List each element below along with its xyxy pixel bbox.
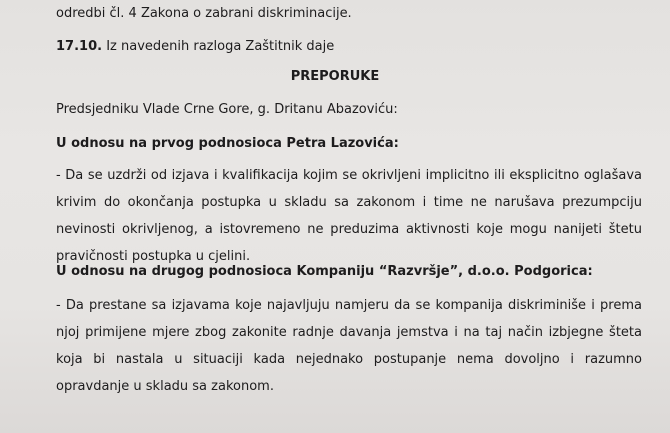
section-text: Iz navedenih razloga Zaštitnik daje <box>106 39 335 54</box>
recommendations-heading: PREPORUKE <box>290 69 380 84</box>
addressee-line: Predsjedniku Vlade Crne Gore, g. Dritanu Abazoviću: <box>56 102 398 117</box>
section-line <box>56 38 334 55</box>
paragraph-second-recommendation: - Da prestane sa izjavama koje najavljuju namjeru da se kompanija diskriminiše i prema njoj primijene mjere zbog zakonite radnje davanja jemstva i na taj način izbjegne šteta koja bi nastala u situaciji kada nejednako postupanje nema dovoljno i razumno opravdanje u skladu sa zakonom. <box>56 298 642 394</box>
subheading-first-complainant: U odnosu na prvog podnosioca Petra Lazovića: <box>56 136 399 151</box>
paragraph-first-recommendation: - Da se uzdrži od izjava i kvalifikacija kojim se okrivljeni implicitno ili eksplicitno oglašava krivim do okončanja postupka u skladu sa zakonom i time ne narušava prezumpciju nevinosti okrivljenog, a istovremeno ne preduzima aktivnosti koje mogu nanijeti štetu pravičnosti postupka u cjelini. <box>56 168 642 264</box>
section-number: 17.10. <box>56 39 103 54</box>
text-line-top: odredbi čl. 4 Zakona o zabrani diskriminacije. <box>56 6 352 21</box>
subheading-second-complainant: U odnosu na drugog podnosioca Kompaniju “Razvršje”, d.o.o. Podgorica: <box>56 264 593 279</box>
